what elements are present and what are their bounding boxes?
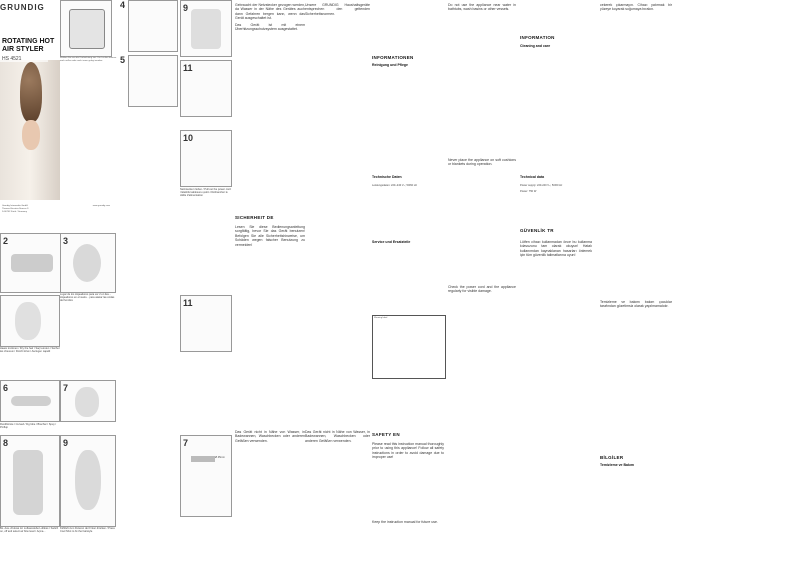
fig4-caption: Haare trocknen / Dry the hair / Saç kurutun / Sécher les cheveux / Drochi krivë / Asciuga i capelli (0, 347, 60, 354)
german-safety-column-3: Das Gerät nicht in Nähe von Wasser, in Badewannen, Waschbecken oder anderen Gefäßen verwenden. (235, 430, 305, 443)
figure-1 (60, 0, 112, 57)
english-column-1c: Check the power cord and the appliance regularly for visible damage. (448, 285, 516, 294)
german-service-heading: Service und Ersatzteile (372, 240, 411, 244)
brush-illustration (11, 396, 51, 406)
german-info-sub: Reinigung und Pflege (372, 63, 408, 67)
english-power-supply: Power supply: 220-240 V~; 50/60 Hz (520, 184, 563, 187)
figure-13: 11 (180, 295, 232, 352)
german-safety-column-1: Gebraucht der Netzstecker gezogen werden, da Wasser in der Nähe des Gerätes auch dann Gefahren bergen kann, wenn das Gerät ausgeschaltet ist. Das Gerät ist mit einem Überhitzungsschutzsystem ausgestattet. (235, 3, 305, 32)
turkish-column-1: cekerek çıkarmayın. Cihazı yatırmak bir yüzeye koyarak soğumaya bırakın. (600, 3, 672, 12)
head-illustration (73, 244, 101, 282)
brand-logo: GRUNDIG (0, 0, 50, 15)
cover-title: ROTATING HOT AIR STYLER (2, 38, 55, 53)
fig8-caption: Kühlluft zum Fixieren der Frisur drücken / Press Cool Shot to fix the hairstyle (60, 527, 115, 534)
turkish-info-heading: BİLGİLER (600, 455, 624, 460)
german-info-heading: INFORMATIONEN (372, 55, 414, 60)
figure-14: 7 Ø 45mm (180, 435, 232, 517)
diameter-label: Ø 45mm (215, 456, 225, 459)
figure-2: 2 (0, 233, 62, 293)
figure-7: 8 (0, 435, 60, 527)
english-column-1: Do not use the appliance near water in bathtubs, wash basins or other vessels. (448, 3, 516, 12)
fig5-caption: Rundbürste / Curved / Fig lobe / Brechar / Spuy / Pinflup (0, 423, 57, 430)
figure-8: 9 (60, 435, 116, 527)
figure-12: 10 (180, 130, 232, 187)
german-safety-heading: SICHERHEIT DE (235, 215, 274, 220)
german-safety-column-4: Das Gerät nicht in Nähe von Wasser, in Badewannen, Waschbecken oder anderen Gefäßen verwenden. (305, 430, 370, 443)
fig7-caption: Bo. Aus..chuluss ist: Luftausstube Luftloss / Switch on, off and select air flow level / Açma... (0, 527, 59, 534)
german-safety-intro: Lesen Sie diese Bedienungsanleitung sorgfältig, bevor Sie das Gerät benutzen! Befolgen Sie alle Sicherheitshinweise, um Schäden wegen falscher Benutzung zu vermeiden! (235, 225, 305, 247)
german-power: Leistungsdaten: 220–240 V~; 50/60 Hz (372, 184, 417, 187)
german-safety-column-2: Unsere GRUNDIG Haushaltsgeräte entsprechen den geltenden Sicherheitsnormen. (305, 3, 370, 16)
intro-text: Wählen Sie nun die Drehrichtung aus. Die Locken können nach außen oder nach innen gelegt werden. (60, 57, 117, 62)
figure-5: 6 (0, 380, 60, 422)
figure-3: 3 (60, 233, 116, 293)
english-info-sub: Cleaning and care (520, 44, 551, 48)
turkish-safety-heading: GÜVENLİK TR (520, 228, 554, 233)
turkish-column-2: Temizleme ve bakımı bakım çocuklar tarafından gözetimsiz olarak yapılmamalıdır. (600, 300, 672, 309)
hair-styling-illustration (75, 387, 99, 417)
english-keep-manual: Keep the instruction manual for future use. (372, 520, 438, 524)
english-tech-heading: Technical data (520, 175, 545, 179)
english-power-watts: Power: 750 W (520, 190, 537, 193)
appliance-switch-illustration (13, 450, 43, 515)
cover-model-hair (20, 62, 42, 122)
hair-illustration (15, 302, 41, 340)
fig3-caption: Lugar de los Hojeadores para ver 2 en lieu... Hojeadores en el suelo... para atacar las ondas del hombre (60, 293, 115, 303)
cool-shot-illustration (75, 450, 101, 510)
figure-11: 11 (180, 60, 232, 117)
figure-9b (128, 55, 178, 107)
figure-9a (128, 0, 178, 52)
figure-6: 7 (60, 380, 116, 422)
figure-4 (0, 295, 60, 347)
warning-box: Warning label (372, 315, 446, 379)
appliance-parts-illustration (69, 9, 105, 49)
english-column-1b: Never place the appliance on soft cushions or blankets during operation. (448, 158, 516, 167)
english-safety-intro: Please read this instruction manual thoroughly prior to using this appliance! Follow all safety instructions in order to avoid damage due to improper use! (372, 442, 444, 460)
english-info-heading: INFORMATION (520, 35, 555, 40)
fig10-caption: Netzstecker ziehen / Pull out the power cord / Elektrik kablosunu çekin / Débrancher le câble d'alimentation (180, 188, 231, 198)
german-tech-heading: Technische Daten (372, 175, 402, 179)
turkish-info-sub: Temizleme ve Bakım (600, 463, 634, 467)
english-safety-heading: SAFETY EN (372, 432, 400, 437)
figure-10: 9 (180, 0, 232, 57)
unplug-illustration (191, 9, 221, 49)
cover-model-face (22, 120, 40, 150)
turkish-safety-intro: Lütfen cihazı kullanmadan önce bu kullanma kılavuzunu tam olarak okuyun! Hatalı kullanımdan kaynaklanan hasarları önlemek için tüm güvenlik talimatlarına uyun! (520, 240, 592, 258)
styler-illustration (11, 254, 53, 272)
model-number: HS 4521 (2, 56, 22, 62)
